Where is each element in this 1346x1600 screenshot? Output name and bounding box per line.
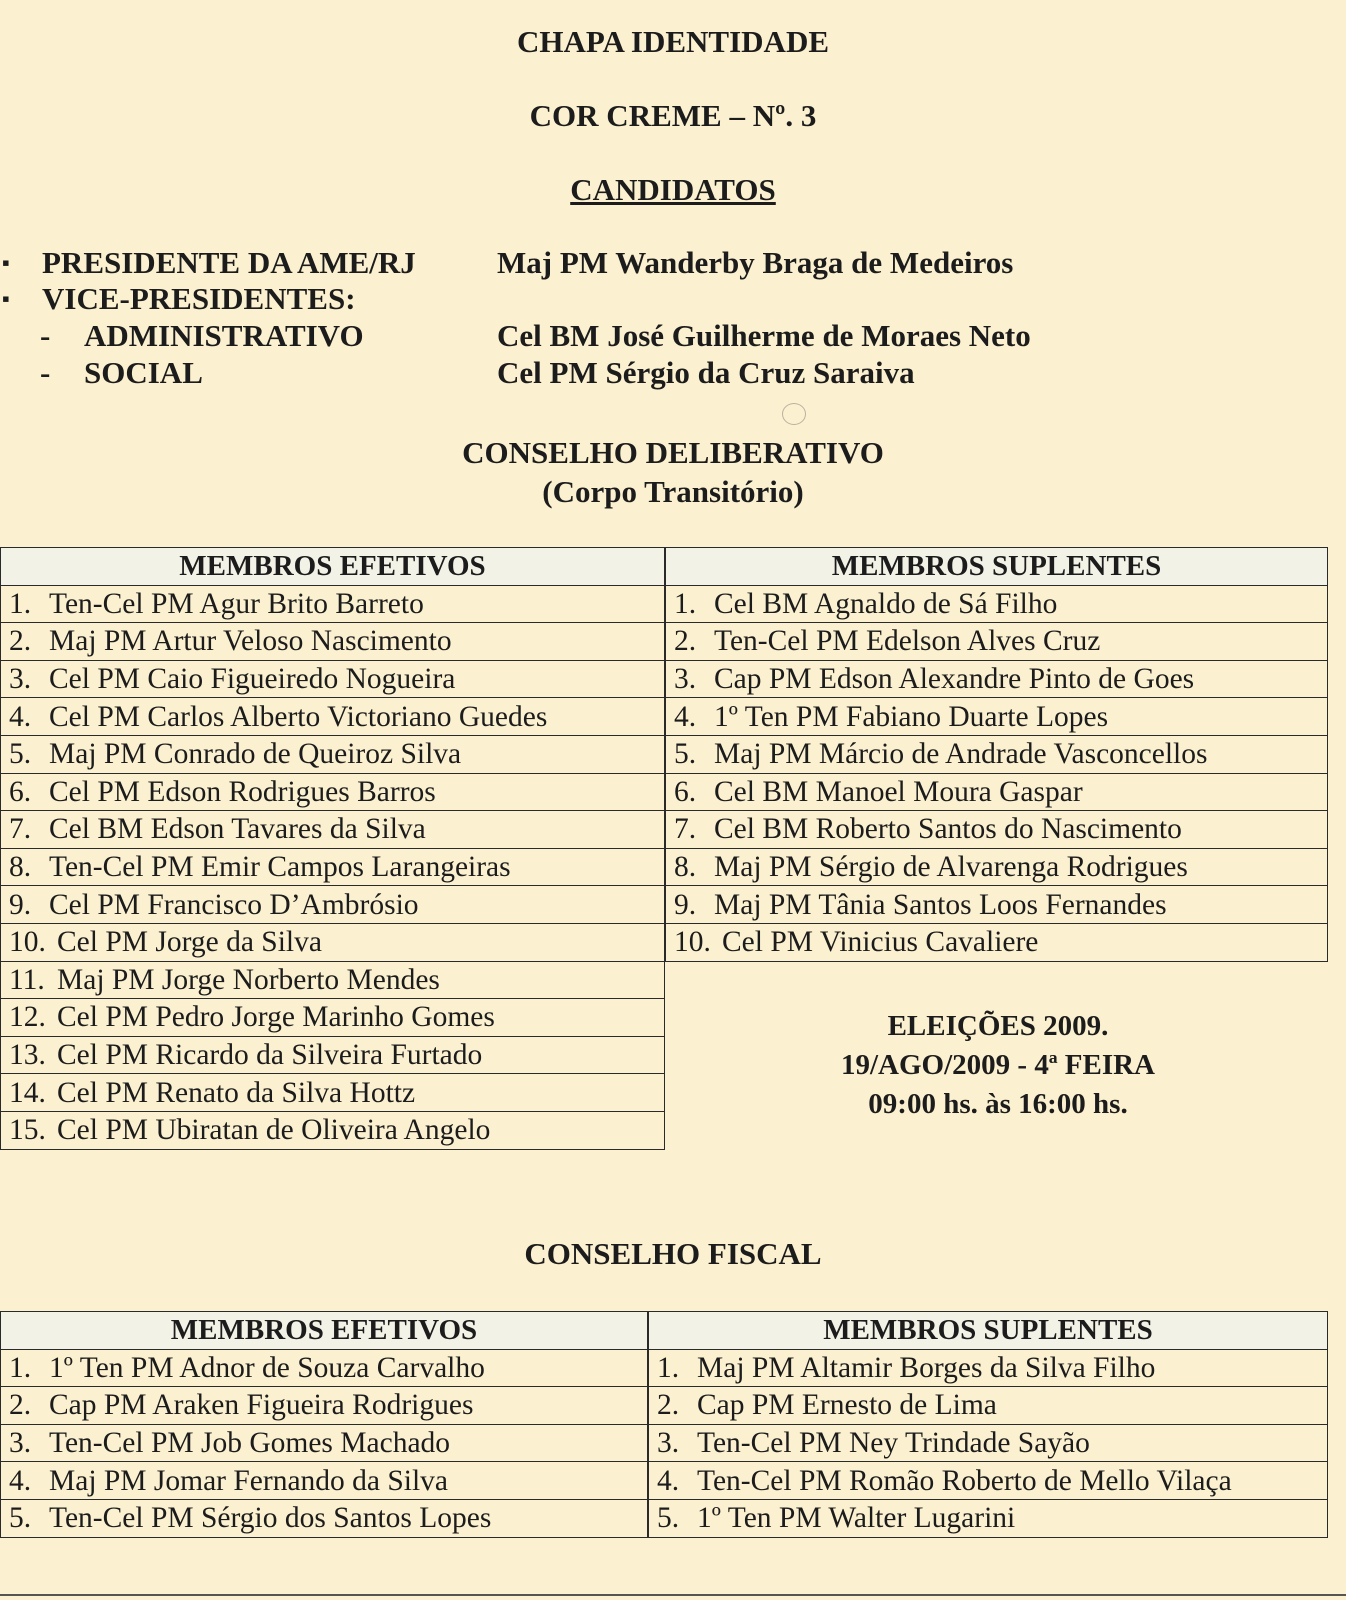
member-number: 2. [9, 625, 32, 658]
admin-name: Cel BM José Guilherme de Moraes Neto [497, 318, 1031, 353]
table-row [666, 585, 1328, 623]
member-cell [1, 585, 665, 623]
bullet-icon: ▪ [2, 286, 10, 311]
member-name: Cel BM Roberto Santos do Nascimento [714, 813, 1182, 846]
member-cell [1, 773, 665, 811]
member-number: 9. [9, 888, 32, 921]
member-cell [666, 623, 1328, 661]
social-role: SOCIAL [84, 355, 203, 390]
member-number: 15. [9, 1114, 46, 1147]
fiscal-efetivos-header: MEMBROS EFETIVOS [1, 1312, 648, 1350]
election-date: 19/AGO/2009 - 4ª FEIRA [840, 1049, 1155, 1081]
table-row [1, 735, 665, 773]
member-name: Maj PM Altamir Borges da Silva Filho [697, 1351, 1156, 1384]
member-number: 3. [9, 1427, 32, 1460]
fiscal-efetivos-table [0, 1311, 648, 1538]
member-number: 8. [9, 851, 32, 884]
member-cell [1, 1349, 648, 1387]
member-cell [1, 811, 665, 849]
table-row [1, 1349, 648, 1387]
member-name: Cel PM Jorge da Silva [57, 926, 322, 959]
member-name: Cel PM Edson Rodrigues Barros [49, 775, 436, 808]
member-cell [649, 1462, 1328, 1500]
member-name: Maj PM Sérgio de Alvarenga Rodrigues [714, 851, 1188, 884]
table-row [1, 698, 665, 736]
member-name: Maj PM Jomar Fernando da Silva [49, 1464, 449, 1497]
officer-administrativo [0, 318, 1346, 354]
bullet-icon: ▪ [2, 250, 10, 275]
table-row [666, 923, 1328, 961]
fiscal-suplentes-header: MEMBROS SUPLENTES [649, 1312, 1328, 1350]
officer-vice-heading [0, 281, 1346, 317]
member-name: 1º Ten PM Walter Lugarini [697, 1502, 1016, 1535]
table-row [666, 848, 1328, 886]
table-row [649, 1499, 1328, 1537]
officer-social [0, 355, 1346, 391]
member-cell [1, 1036, 665, 1074]
table-row [1, 660, 665, 698]
member-number: 3. [674, 663, 697, 696]
bottom-rule [0, 1594, 1346, 1596]
member-number: 2. [9, 1389, 32, 1422]
member-name: Ten-Cel PM Romão Roberto de Mello Vilaça [697, 1464, 1232, 1497]
table-row [666, 698, 1328, 736]
member-number: 5. [9, 738, 32, 771]
election-hours: 09:00 hs. às 16:00 hs. [868, 1088, 1128, 1120]
member-cell [1, 660, 665, 698]
member-name: Maj PM Artur Veloso Nascimento [49, 625, 452, 658]
member-number: 11. [9, 963, 45, 996]
member-name: Maj PM Jorge Norberto Mendes [57, 963, 440, 996]
member-name: Cel BM Manoel Moura Gaspar [714, 775, 1083, 808]
table-row [1, 1387, 648, 1425]
member-number: 6. [674, 775, 697, 808]
member-number: 13. [9, 1039, 46, 1072]
member-number: 3. [657, 1427, 680, 1460]
member-name: Ten-Cel PM Agur Brito Barreto [49, 587, 424, 620]
dash-marker: - [40, 355, 51, 390]
member-number: 4. [674, 700, 697, 733]
table-row [666, 735, 1328, 773]
member-cell [649, 1387, 1328, 1425]
member-cell [1, 961, 665, 999]
member-name: Cel PM Ubiratan de Oliveira Angelo [57, 1114, 491, 1147]
table-row [1, 1074, 665, 1112]
table-row [1, 923, 665, 961]
member-name: Ten-Cel PM Emir Campos Larangeiras [49, 851, 511, 884]
document-title: CHAPA IDENTIDADE [516, 24, 830, 59]
member-number: 5. [9, 1502, 32, 1535]
deliberativo-efetivos-header: MEMBROS EFETIVOS [1, 548, 665, 586]
member-number: 7. [674, 813, 697, 846]
admin-role: ADMINISTRATIVO [84, 318, 364, 353]
member-number: 5. [674, 738, 697, 771]
member-cell [1, 1499, 648, 1537]
member-cell [1, 1424, 648, 1462]
member-cell [1, 698, 665, 736]
table-row [666, 773, 1328, 811]
table-row [1, 999, 665, 1037]
table-row [1, 773, 665, 811]
table-row [649, 1424, 1328, 1462]
member-cell [666, 848, 1328, 886]
color-number: COR CREME – Nº. 3 [529, 98, 817, 133]
fiscal-title: CONSELHO FISCAL [524, 1236, 822, 1271]
candidates-heading: CANDIDATOS [570, 172, 776, 207]
table-row [1, 1036, 665, 1074]
table-row [1, 585, 665, 623]
table-row [1, 811, 665, 849]
member-cell [1, 1111, 665, 1149]
social-name: Cel PM Sérgio da Cruz Saraiva [497, 355, 915, 390]
member-number: 1. [657, 1351, 680, 1384]
member-number: 3. [9, 663, 32, 696]
member-number: 8. [674, 851, 697, 884]
member-number: 2. [674, 625, 697, 658]
member-cell [1, 886, 665, 924]
member-number: 4. [9, 700, 32, 733]
member-cell [666, 923, 1328, 961]
member-cell [1, 1462, 648, 1500]
table-row [1, 1424, 648, 1462]
table-row [666, 660, 1328, 698]
dash-marker: - [40, 318, 51, 353]
member-name: Ten-Cel PM Job Gomes Machado [49, 1427, 451, 1460]
member-name: Cel PM Caio Figueiredo Nogueira [49, 663, 456, 696]
table-row [1, 886, 665, 924]
member-number: 1. [9, 587, 32, 620]
member-number: 7. [9, 813, 32, 846]
deliberativo-subtitle: (Corpo Transitório) [542, 474, 804, 509]
member-number: 9. [674, 888, 697, 921]
member-cell [666, 811, 1328, 849]
vice-presidents-heading: VICE-PRESIDENTES: [42, 281, 356, 316]
president-name: Maj PM Wanderby Braga de Medeiros [497, 245, 1014, 280]
member-name: 1º Ten PM Adnor de Souza Carvalho [49, 1351, 485, 1384]
member-name: Cel PM Carlos Alberto Victoriano Guedes [49, 700, 548, 733]
member-cell [1, 735, 665, 773]
member-name: Cap PM Araken Figueira Rodrigues [49, 1389, 474, 1422]
member-cell [666, 585, 1328, 623]
table-row [1, 623, 665, 661]
member-number: 1. [674, 587, 697, 620]
member-cell [1, 999, 665, 1037]
deliberativo-suplentes-table [665, 547, 1328, 962]
member-name: Cel PM Pedro Jorge Marinho Gomes [57, 1001, 495, 1034]
table-row [666, 811, 1328, 849]
member-name: Cel PM Vinicius Cavaliere [722, 926, 1039, 959]
member-cell [666, 886, 1328, 924]
member-name: Maj PM Conrado de Queiroz Silva [49, 738, 462, 771]
member-cell [1, 623, 665, 661]
member-cell [1, 1387, 648, 1425]
member-number: 14. [9, 1076, 46, 1109]
table-row [1, 848, 665, 886]
table-row [1, 1499, 648, 1537]
member-number: 10. [674, 926, 711, 959]
member-cell [1, 848, 665, 886]
member-number: 12. [9, 1001, 46, 1034]
deliberativo-suplentes-header: MEMBROS SUPLENTES [666, 548, 1328, 586]
member-cell [666, 660, 1328, 698]
member-number: 4. [657, 1464, 680, 1497]
paper-speck [782, 403, 806, 425]
member-number: 2. [657, 1389, 680, 1422]
member-number: 6. [9, 775, 32, 808]
table-row [666, 623, 1328, 661]
member-name: Cap PM Ernesto de Lima [697, 1389, 997, 1422]
member-number: 4. [9, 1464, 32, 1497]
member-cell [666, 698, 1328, 736]
member-cell [666, 735, 1328, 773]
member-name: Ten-Cel PM Sérgio dos Santos Lopes [49, 1502, 492, 1535]
member-name: Cel PM Francisco D’Ambrósio [49, 888, 419, 921]
fiscal-suplentes-table [648, 1311, 1328, 1538]
deliberativo-efetivos-table [0, 547, 665, 1150]
fiscal-suplentes-body [649, 1349, 1328, 1537]
deliberativo-suplentes-body [666, 585, 1328, 961]
table-row [1, 1111, 665, 1149]
member-name: Cel BM Agnaldo de Sá Filho [714, 587, 1058, 620]
deliberativo-efetivos-body [1, 585, 665, 1149]
member-cell [649, 1424, 1328, 1462]
table-row [649, 1349, 1328, 1387]
member-cell [649, 1499, 1328, 1537]
candidates-heading-wrap [0, 172, 1346, 208]
table-row [649, 1387, 1328, 1425]
election-title: ELEIÇÕES 2009. [887, 1010, 1109, 1042]
member-name: Cel BM Edson Tavares da Silva [49, 813, 426, 846]
president-role: PRESIDENTE DA AME/RJ [42, 245, 416, 280]
member-name: Maj PM Tânia Santos Loos Fernandes [714, 888, 1167, 921]
member-name: Cel PM Renato da Silva Hottz [57, 1076, 416, 1109]
member-number: 10. [9, 926, 46, 959]
member-name: Cel PM Ricardo da Silveira Furtado [57, 1039, 483, 1072]
table-row [1, 961, 665, 999]
member-number: 1. [9, 1351, 32, 1384]
member-name: Cap PM Edson Alexandre Pinto de Goes [714, 663, 1195, 696]
member-cell [1, 923, 665, 961]
member-name: Maj PM Márcio de Andrade Vasconcellos [714, 738, 1208, 771]
member-name: Ten-Cel PM Ney Trindade Sayão [697, 1427, 1090, 1460]
deliberativo-title: CONSELHO DELIBERATIVO [462, 435, 884, 470]
table-row [666, 886, 1328, 924]
fiscal-efetivos-body [1, 1349, 648, 1537]
member-name: Ten-Cel PM Edelson Alves Cruz [714, 625, 1101, 658]
member-name: 1º Ten PM Fabiano Duarte Lopes [714, 700, 1109, 733]
member-number: 5. [657, 1502, 680, 1535]
table-row [649, 1462, 1328, 1500]
member-cell [666, 773, 1328, 811]
member-cell [1, 1074, 665, 1112]
table-row [1, 1462, 648, 1500]
member-cell [649, 1349, 1328, 1387]
officer-president [0, 245, 1346, 281]
